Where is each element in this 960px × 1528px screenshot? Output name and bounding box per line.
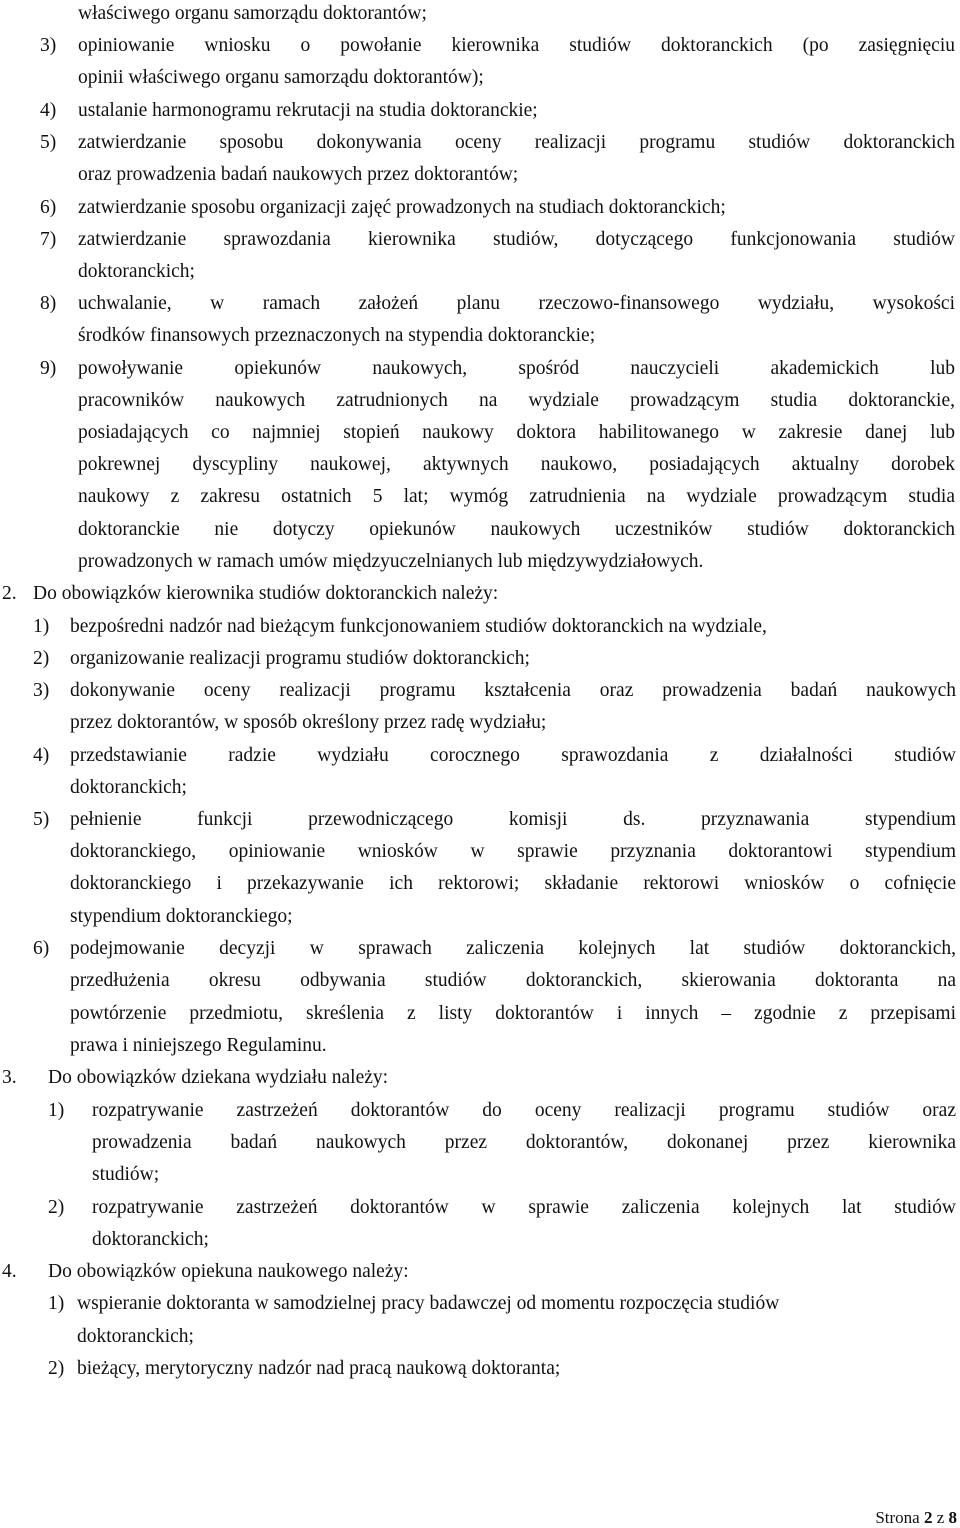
list-marker: 5) xyxy=(40,132,57,153)
list-marker: 7) xyxy=(40,229,57,250)
list-marker: 3) xyxy=(33,680,50,701)
list-marker: 4) xyxy=(40,100,57,121)
text-line: zatwierdzanie sposobu organizacji zajęć prowadzonych na studiach doktoranckich; xyxy=(78,197,726,218)
section-marker: 4. xyxy=(2,1261,17,1282)
text-line: doktoranckich; xyxy=(78,261,195,282)
text-line: powtórzenie przedmiotu, skreślenia z listy doktorantów i innych – zgodnie z przepisami xyxy=(70,1003,956,1024)
page-number-middle: z xyxy=(932,1508,949,1527)
list-marker: 6) xyxy=(40,197,57,218)
text-line: doktoranckiego, opiniowanie wniosków w sprawie przyznania doktorantowi stypendium xyxy=(70,841,956,862)
text-line: bezpośredni nadzór nad bieżącym funkcjonowaniem studiów doktoranckich na wydziale, xyxy=(70,616,767,637)
text-line: posiadających co najmniej stopień naukowy doktora habilitowanego w zakresie danej lub xyxy=(78,422,955,443)
list-marker: 9) xyxy=(40,358,57,379)
text-line: Do obowiązków kierownika studiów doktoranckich należy: xyxy=(33,583,499,604)
page-number-prefix: Strona xyxy=(875,1508,924,1527)
section-marker: 2. xyxy=(2,583,17,604)
list-marker: 5) xyxy=(33,809,50,830)
text-line: prowadzenia badań naukowych przez doktorantów, dokonanej przez kierownika xyxy=(92,1132,956,1153)
list-marker: 6) xyxy=(33,938,50,959)
list-marker: 1) xyxy=(48,1100,65,1121)
text-line: doktoranckich; xyxy=(92,1229,209,1250)
text-line: pracowników naukowych zatrudnionych na wydziale prowadzącym studia doktoranckie, xyxy=(78,390,955,411)
text-line: bieżący, merytoryczny nadzór nad pracą naukową doktoranta; xyxy=(77,1358,561,1379)
page-number-total: 8 xyxy=(948,1508,957,1527)
text-line: prawa i niniejszego Regulaminu. xyxy=(70,1035,327,1056)
text-line: doktoranckich; xyxy=(77,1326,194,1347)
text-line: Do obowiązków dziekana wydziału należy: xyxy=(48,1067,389,1088)
text-line: oraz prowadzenia badań naukowych przez doktorantów; xyxy=(78,164,519,185)
list-marker: 3) xyxy=(40,35,57,56)
text-line: dokonywanie oceny realizacji programu kształcenia oraz prowadzenia badań naukowych xyxy=(70,680,956,701)
text-line: zatwierdzanie sprawozdania kierownika studiów, dotyczącego funkcjonowania studiów xyxy=(78,229,955,250)
text-line: rozpatrywanie zastrzeżeń doktorantów do oceny realizacji programu studiów oraz xyxy=(92,1100,956,1121)
text-line: przedłużenia okresu odbywania studiów doktoranckich, skierowania doktoranta na xyxy=(70,970,956,991)
page-number-current: 2 xyxy=(923,1508,933,1527)
text-line: Do obowiązków opiekuna naukowego należy: xyxy=(48,1261,409,1282)
text-line: przez doktorantów, w sposób określony przez radę wydziału; xyxy=(70,712,547,733)
list-marker: 2) xyxy=(48,1358,65,1379)
text-line: opiniowanie wniosku o powołanie kierownika studiów doktoranckich (po zasięgnięciu xyxy=(78,35,955,56)
list-marker: 1) xyxy=(48,1293,65,1314)
text-line: doktoranckie nie dotyczy opiekunów naukowych uczestników studiów doktoranckich xyxy=(78,519,955,540)
text-line: podejmowanie decyzji w sprawach zaliczenia kolejnych lat studiów doktoranckich, xyxy=(70,938,956,959)
list-marker: 8) xyxy=(40,293,57,314)
list-marker: 2) xyxy=(33,648,50,669)
list-marker: 1) xyxy=(33,616,50,637)
text-line: rozpatrywanie zastrzeżeń doktorantów w sprawie zaliczenia kolejnych lat studiów xyxy=(92,1197,956,1218)
text-line: opinii właściwego organu samorządu doktorantów); xyxy=(78,67,484,88)
text-line: środków finansowych przeznaczonych na stypendia doktoranckie; xyxy=(78,325,596,346)
text-line: ustalanie harmonogramu rekrutacji na studia doktoranckie; xyxy=(78,100,538,121)
text-line: organizowanie realizacji programu studiów doktoranckich; xyxy=(70,648,530,669)
list-marker: 4) xyxy=(33,745,50,766)
text-line: doktoranckiego i przekazywanie ich rektorowi; składanie rektorowi wniosków o cofnięcie xyxy=(70,873,956,894)
text-line: prowadzonych w ramach umów międzyuczelnianych lub międzywydziałowych. xyxy=(78,551,704,572)
text-line: przedstawianie radzie wydziału corocznego sprawozdania z działalności studiów xyxy=(70,745,956,766)
text-line: zatwierdzanie sposobu dokonywania oceny realizacji programu studiów doktoranckich xyxy=(78,132,955,153)
text-line: wspieranie doktoranta w samodzielnej pracy badawczej od momentu rozpoczęcia studiów xyxy=(77,1293,780,1314)
list-marker: 2) xyxy=(48,1197,65,1218)
text-line: studiów; xyxy=(92,1164,160,1185)
text-line: naukowy z zakresu ostatnich 5 lat; wymóg zatrudnienia na wydziale prowadzącym studia xyxy=(78,486,955,507)
text-line: pełnienie funkcji przewodniczącego komisji ds. przyznawania stypendium xyxy=(70,809,956,830)
text-line: powoływanie opiekunów naukowych, spośród nauczycieli akademickich lub xyxy=(78,358,955,379)
section-marker: 3. xyxy=(2,1067,17,1088)
text-line: uchwalanie, w ramach założeń planu rzeczowo-finansowego wydziału, wysokości xyxy=(78,293,955,314)
text-line: stypendium doktoranckiego; xyxy=(70,906,293,927)
text-line: pokrewnej dyscypliny naukowej, aktywnych naukowo, posiadających aktualny dorobek xyxy=(78,454,955,475)
text-line: doktoranckich; xyxy=(70,777,187,798)
text-line: właściwego organu samorządu doktorantów; xyxy=(78,3,427,24)
page-number xyxy=(875,1508,957,1528)
